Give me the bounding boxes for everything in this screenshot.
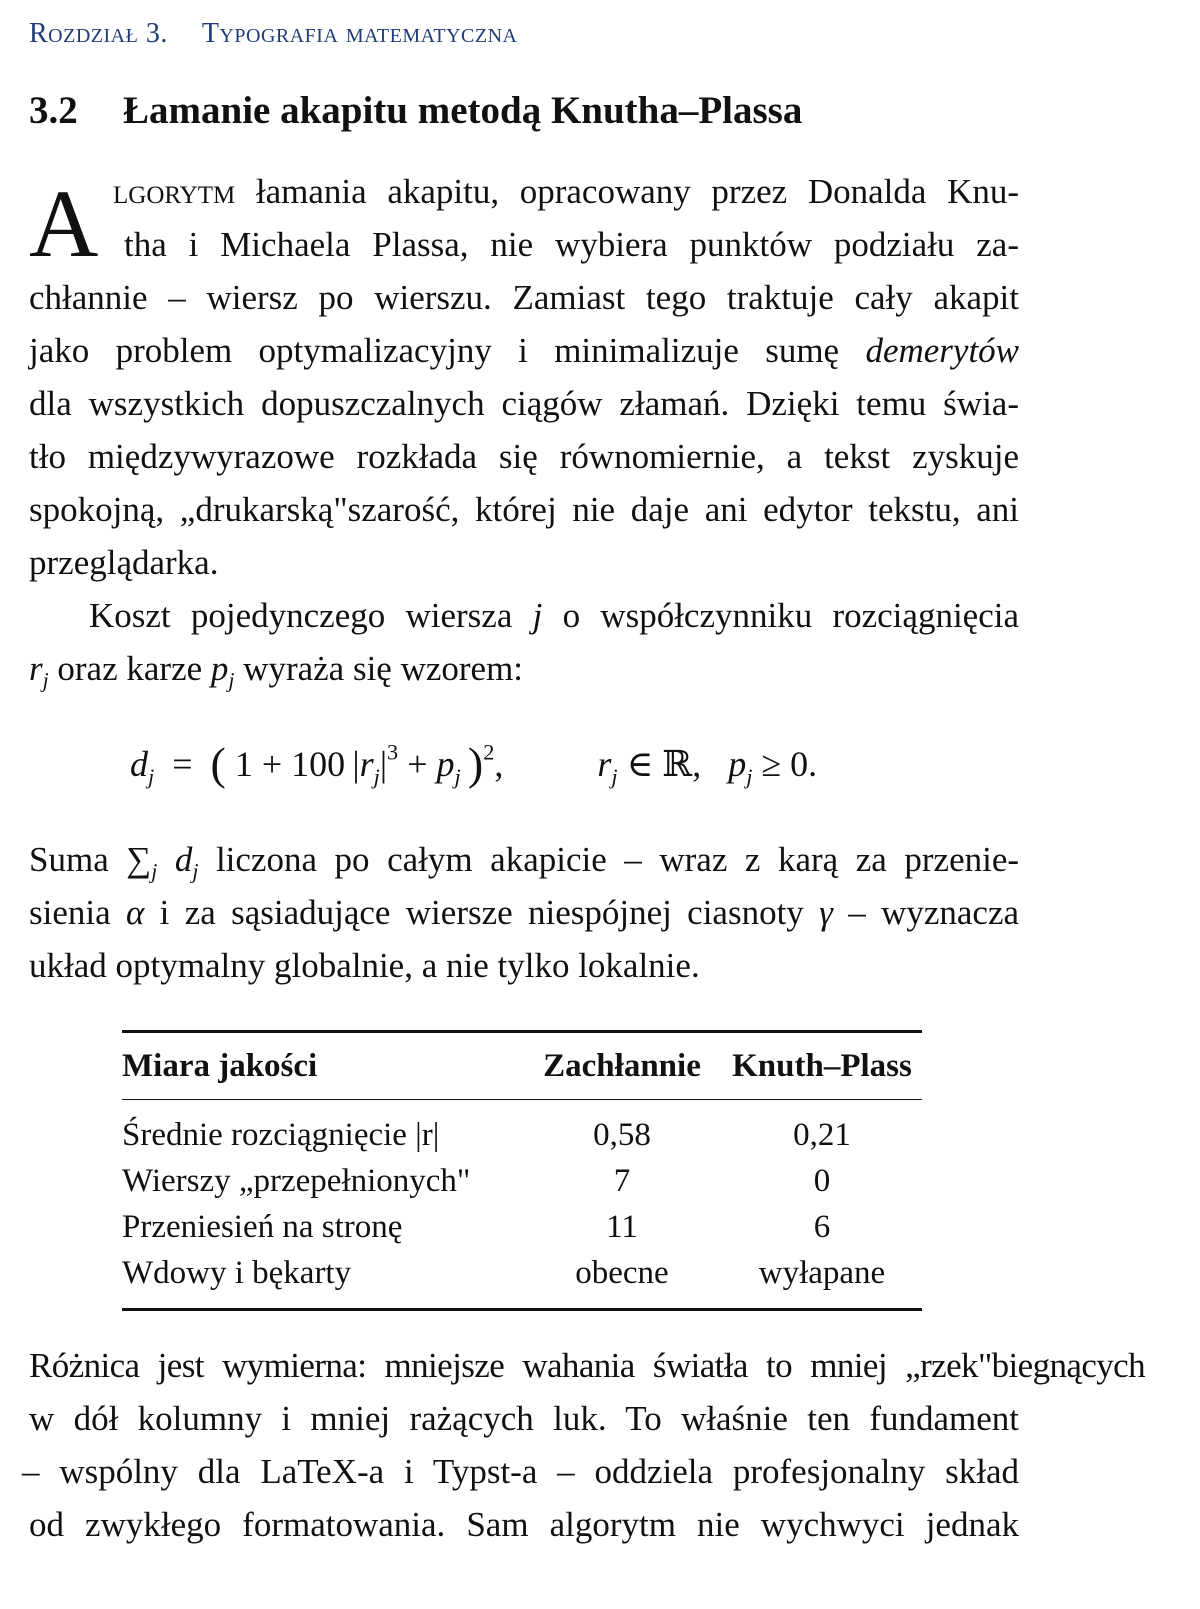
table-row [122,1204,922,1250]
section-title: Łamanie akapitu metodą Knutha–Plassa [123,89,803,132]
table-cell: 7 [613,1162,631,1199]
text-run: wyraża się wzorem: [243,649,524,688]
math-operator: = [172,744,193,784]
table-cell: Wdowy i bękarty [122,1250,522,1310]
math-term: 1 + 100 [234,744,346,784]
table-cell: 6 [813,1208,831,1245]
smallcaps-word: lgorytm [113,172,236,211]
math-subscript: j [42,668,49,693]
text-run: sienia [29,893,111,932]
math-abs: | [379,744,388,784]
column-header: Zachłannie [522,1032,722,1100]
table-cell: 0,21 [793,1116,851,1153]
math-subscript: j [454,763,461,789]
table-body [122,1100,922,1310]
math-variable: α [125,893,145,932]
paragraph3-line3: układ optymalny globalnie, a nie tylko lokalnie. [29,946,700,985]
math-subscript: j [228,668,235,693]
table-cell: 0,58 [593,1116,651,1153]
math-condition: ∈ ℝ, [626,744,702,784]
running-head [29,18,517,50]
table-cell: Średnie rozciągnięcie |r| [122,1116,440,1153]
paragraph2-line1 [89,596,1019,636]
table-cell: 0 [813,1162,831,1199]
table-cell: Przeniesień na stronę [122,1208,403,1245]
display-equation [130,737,817,790]
paragraph3-line1 [29,840,1019,892]
table-cell: 11 [606,1208,638,1245]
paragraph2-line2 [29,649,1019,701]
math-punct: , [494,744,504,784]
math-variable: r [29,649,43,688]
paragraph1-line6: tło międzywyrazowe rozkłada się równomiernie, a tekst zyskuje [29,437,1019,476]
math-variable: p [436,744,455,784]
emphasis-text: demerytów [865,331,1020,370]
paragraph4-line2: w dół kolumny i mniej rażących luk. To właśnie ten fundament [29,1399,1019,1438]
text-run: Koszt pojedynczego wiersza [89,596,513,635]
table-row [122,1158,922,1204]
math-subscript: j [148,763,155,789]
math-subscript: j [151,859,158,884]
table-row [122,1100,922,1159]
table-header [122,1032,922,1100]
paragraph1-line5: dla wszystkich dopuszczalnych ciągów złamań. Dzięki temu świa- [29,384,1019,423]
math-paren: ( [210,738,226,789]
math-paren: ) [467,738,484,789]
column-header: Knuth–Plass [722,1032,922,1100]
table-cell: obecne [522,1250,722,1310]
math-variable: d [130,744,148,784]
math-abs: | [352,744,360,784]
text-run: oraz karze [57,649,203,688]
math-operator: + [407,744,428,784]
column-header: Miara jakości [122,1032,522,1100]
running-head-chapter: Rozdział 3. [29,18,168,49]
text-run: Suma [29,840,109,879]
math-subscript: j [746,763,753,789]
math-variable: j [532,596,543,635]
table-cell: wyłapane [722,1250,922,1310]
paragraph4-line3: – wspólny dla LaTeX-a i Typst-a – oddziela profesjonalny skład [22,1452,1019,1491]
math-subscript: j [611,763,618,789]
paragraph1-line7: spokojną, „drukarską"szarość, której nie daje ani edytor tekstu, ani [29,490,1019,529]
section-number: 3.2 [29,89,78,132]
text-run: jako problem optymalizacyjny i minimalizuje sumę [29,331,840,370]
paragraph1-line8: przeglądarka. [29,543,219,582]
paragraph1-line4 [29,331,1019,371]
math-exponent: 2 [483,739,495,765]
text-run: i za sąsiadujące wiersze niespójnej ciasnoty [159,893,804,932]
math-subscript: j [192,859,199,884]
paragraph1-line2: tha i Michaela Plassa, nie wybiera punktów podziału za- [124,225,1019,264]
paragraph4-line4: od zwykłego formatowania. Sam algorytm nie wychwyci jednak [29,1505,1019,1544]
math-exponent: 3 [387,739,399,765]
math-sum: ∑ [126,840,152,879]
math-variable: p [210,649,229,688]
math-variable: r [597,744,612,784]
paragraph1-line3: chłannie – wiersz po wierszu. Zamiast tego traktuje cały akapit [29,278,1019,317]
text-run: – wyznacza [848,893,1020,932]
math-variable: γ [819,893,833,932]
quality-table [122,1030,922,1311]
table-row [122,1250,922,1310]
table-header-row [122,1032,922,1100]
math-condition: ≥ 0. [761,744,818,784]
table-cell: Wierszy „przepełnionych" [122,1162,471,1199]
drop-cap: A [29,170,99,277]
math-subscript: j [373,763,380,789]
text-run: o współczynniku rozciągnięcia [562,596,1019,635]
text-run: liczona po całym akapicie – wraz z karą za przenie- [215,840,1020,879]
paragraph1-line1 [113,172,1019,212]
math-variable: p [728,744,747,784]
section-heading [29,88,802,133]
paragraph4-line1: Różnica jest wymierna: mniejsze wahania światła to mniej „rzek"biegnących [29,1346,1145,1385]
paragraph3-line2 [29,893,1019,933]
text-run: łamania akapitu, opracowany przez Donalda Knu- [255,172,1019,211]
running-head-title: Typografia matematyczna [201,18,518,49]
math-variable: d [174,840,193,879]
math-variable: r [359,744,374,784]
